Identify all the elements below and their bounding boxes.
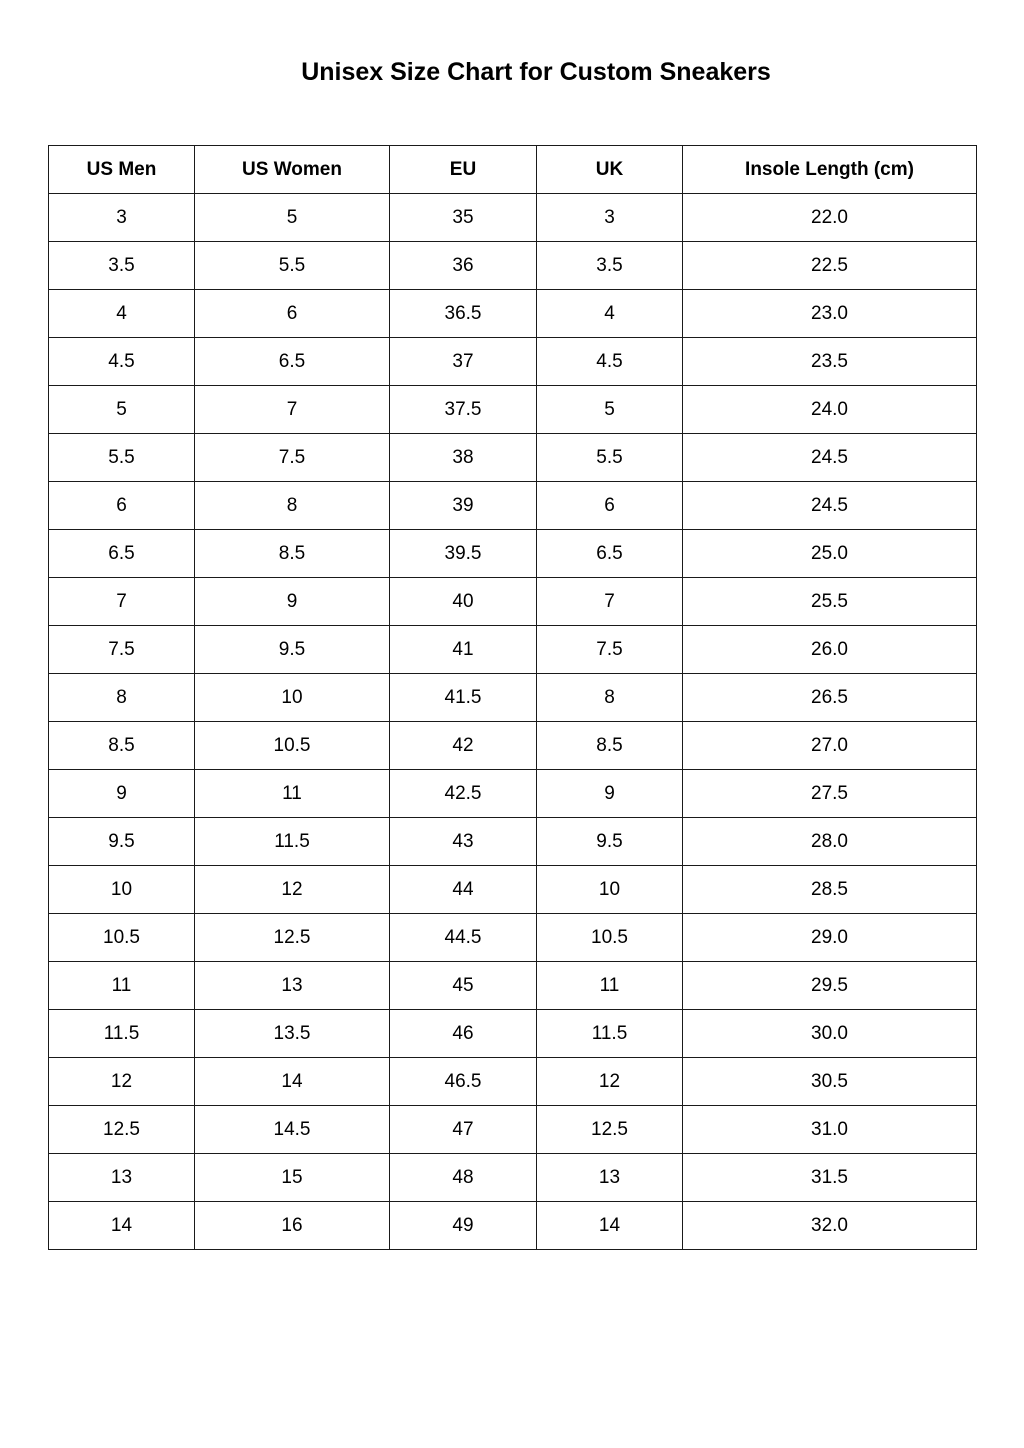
insole-length-cell: 28.5 xyxy=(683,866,977,914)
us-men-cell: 6.5 xyxy=(49,530,195,578)
us-women-cell: 15 xyxy=(195,1154,390,1202)
table-row xyxy=(49,722,977,770)
table-row xyxy=(49,290,977,338)
us-men-cell: 10.5 xyxy=(49,914,195,962)
us-men-cell: 14 xyxy=(49,1202,195,1250)
table-row xyxy=(49,1010,977,1058)
uk-cell: 11 xyxy=(537,962,683,1010)
us-men-cell: 3 xyxy=(49,194,195,242)
eu-cell: 42 xyxy=(390,722,537,770)
eu-cell: 36 xyxy=(390,242,537,290)
header-uk: UK xyxy=(537,146,683,194)
us-men-cell: 8 xyxy=(49,674,195,722)
eu-cell: 41 xyxy=(390,626,537,674)
table-row xyxy=(49,866,977,914)
us-women-cell: 6.5 xyxy=(195,338,390,386)
us-men-cell: 10 xyxy=(49,866,195,914)
us-women-cell: 13 xyxy=(195,962,390,1010)
us-women-cell: 6 xyxy=(195,290,390,338)
uk-cell: 11.5 xyxy=(537,1010,683,1058)
insole-length-cell: 23.5 xyxy=(683,338,977,386)
table-row xyxy=(49,626,977,674)
insole-length-cell: 31.5 xyxy=(683,1154,977,1202)
insole-length-cell: 26.5 xyxy=(683,674,977,722)
us-men-cell: 9 xyxy=(49,770,195,818)
insole-length-cell: 25.0 xyxy=(683,530,977,578)
us-women-cell: 10 xyxy=(195,674,390,722)
uk-cell: 5 xyxy=(537,386,683,434)
table-row xyxy=(49,434,977,482)
table-row xyxy=(49,770,977,818)
us-men-cell: 3.5 xyxy=(49,242,195,290)
us-women-cell: 10.5 xyxy=(195,722,390,770)
us-men-cell: 5.5 xyxy=(49,434,195,482)
table-row xyxy=(49,1106,977,1154)
uk-cell: 10.5 xyxy=(537,914,683,962)
eu-cell: 40 xyxy=(390,578,537,626)
uk-cell: 13 xyxy=(537,1154,683,1202)
uk-cell: 4.5 xyxy=(537,338,683,386)
us-men-cell: 4.5 xyxy=(49,338,195,386)
table-row xyxy=(49,818,977,866)
uk-cell: 14 xyxy=(537,1202,683,1250)
uk-cell: 5.5 xyxy=(537,434,683,482)
eu-cell: 36.5 xyxy=(390,290,537,338)
eu-cell: 44 xyxy=(390,866,537,914)
uk-cell: 6 xyxy=(537,482,683,530)
eu-cell: 46.5 xyxy=(390,1058,537,1106)
eu-cell: 39.5 xyxy=(390,530,537,578)
us-women-cell: 7.5 xyxy=(195,434,390,482)
insole-length-cell: 24.5 xyxy=(683,482,977,530)
eu-cell: 43 xyxy=(390,818,537,866)
us-women-cell: 9.5 xyxy=(195,626,390,674)
eu-cell: 48 xyxy=(390,1154,537,1202)
page-title: Unisex Size Chart for Custom Sneakers xyxy=(301,58,771,86)
us-women-cell: 13.5 xyxy=(195,1010,390,1058)
uk-cell: 8 xyxy=(537,674,683,722)
uk-cell: 9 xyxy=(537,770,683,818)
us-men-cell: 7 xyxy=(49,578,195,626)
table-row xyxy=(49,1154,977,1202)
us-men-cell: 8.5 xyxy=(49,722,195,770)
insole-length-cell: 30.0 xyxy=(683,1010,977,1058)
table-row xyxy=(49,1202,977,1250)
header-insole-length: Insole Length (cm) xyxy=(683,146,977,194)
insole-length-cell: 29.0 xyxy=(683,914,977,962)
uk-cell: 3 xyxy=(537,194,683,242)
uk-cell: 12.5 xyxy=(537,1106,683,1154)
eu-cell: 35 xyxy=(390,194,537,242)
table-row xyxy=(49,578,977,626)
uk-cell: 7 xyxy=(537,578,683,626)
insole-length-cell: 26.0 xyxy=(683,626,977,674)
insole-length-cell: 24.0 xyxy=(683,386,977,434)
insole-length-cell: 23.0 xyxy=(683,290,977,338)
us-men-cell: 13 xyxy=(49,1154,195,1202)
table-row xyxy=(49,674,977,722)
uk-cell: 7.5 xyxy=(537,626,683,674)
eu-cell: 45 xyxy=(390,962,537,1010)
insole-length-cell: 25.5 xyxy=(683,578,977,626)
us-women-cell: 14.5 xyxy=(195,1106,390,1154)
insole-length-cell: 32.0 xyxy=(683,1202,977,1250)
insole-length-cell: 27.0 xyxy=(683,722,977,770)
us-women-cell: 12.5 xyxy=(195,914,390,962)
us-women-cell: 11 xyxy=(195,770,390,818)
us-women-cell: 7 xyxy=(195,386,390,434)
us-men-cell: 9.5 xyxy=(49,818,195,866)
eu-cell: 47 xyxy=(390,1106,537,1154)
size-chart-table xyxy=(48,145,977,1250)
us-men-cell: 11.5 xyxy=(49,1010,195,1058)
eu-cell: 41.5 xyxy=(390,674,537,722)
insole-length-cell: 31.0 xyxy=(683,1106,977,1154)
table-row xyxy=(49,914,977,962)
table-row xyxy=(49,482,977,530)
table-row xyxy=(49,962,977,1010)
insole-length-cell: 27.5 xyxy=(683,770,977,818)
header-eu: EU xyxy=(390,146,537,194)
eu-cell: 49 xyxy=(390,1202,537,1250)
us-men-cell: 6 xyxy=(49,482,195,530)
table-row xyxy=(49,1058,977,1106)
eu-cell: 42.5 xyxy=(390,770,537,818)
eu-cell: 44.5 xyxy=(390,914,537,962)
eu-cell: 37.5 xyxy=(390,386,537,434)
header-us-men: US Men xyxy=(49,146,195,194)
table-row xyxy=(49,242,977,290)
us-men-cell: 5 xyxy=(49,386,195,434)
us-women-cell: 8 xyxy=(195,482,390,530)
uk-cell: 6.5 xyxy=(537,530,683,578)
uk-cell: 3.5 xyxy=(537,242,683,290)
insole-length-cell: 28.0 xyxy=(683,818,977,866)
eu-cell: 38 xyxy=(390,434,537,482)
table-row xyxy=(49,386,977,434)
us-women-cell: 5.5 xyxy=(195,242,390,290)
insole-length-cell: 22.0 xyxy=(683,194,977,242)
insole-length-cell: 24.5 xyxy=(683,434,977,482)
uk-cell: 12 xyxy=(537,1058,683,1106)
us-women-cell: 11.5 xyxy=(195,818,390,866)
us-men-cell: 4 xyxy=(49,290,195,338)
uk-cell: 10 xyxy=(537,866,683,914)
uk-cell: 8.5 xyxy=(537,722,683,770)
us-men-cell: 7.5 xyxy=(49,626,195,674)
us-women-cell: 14 xyxy=(195,1058,390,1106)
insole-length-cell: 22.5 xyxy=(683,242,977,290)
eu-cell: 39 xyxy=(390,482,537,530)
us-women-cell: 9 xyxy=(195,578,390,626)
us-women-cell: 16 xyxy=(195,1202,390,1250)
insole-length-cell: 30.5 xyxy=(683,1058,977,1106)
table-row xyxy=(49,530,977,578)
us-women-cell: 12 xyxy=(195,866,390,914)
us-men-cell: 11 xyxy=(49,962,195,1010)
us-women-cell: 5 xyxy=(195,194,390,242)
eu-cell: 46 xyxy=(390,1010,537,1058)
header-us-women: US Women xyxy=(195,146,390,194)
insole-length-cell: 29.5 xyxy=(683,962,977,1010)
uk-cell: 4 xyxy=(537,290,683,338)
table-row xyxy=(49,338,977,386)
table-row xyxy=(49,194,977,242)
table-header-row xyxy=(49,146,977,194)
us-men-cell: 12 xyxy=(49,1058,195,1106)
table-body xyxy=(49,194,977,1250)
uk-cell: 9.5 xyxy=(537,818,683,866)
eu-cell: 37 xyxy=(390,338,537,386)
us-men-cell: 12.5 xyxy=(49,1106,195,1154)
us-women-cell: 8.5 xyxy=(195,530,390,578)
